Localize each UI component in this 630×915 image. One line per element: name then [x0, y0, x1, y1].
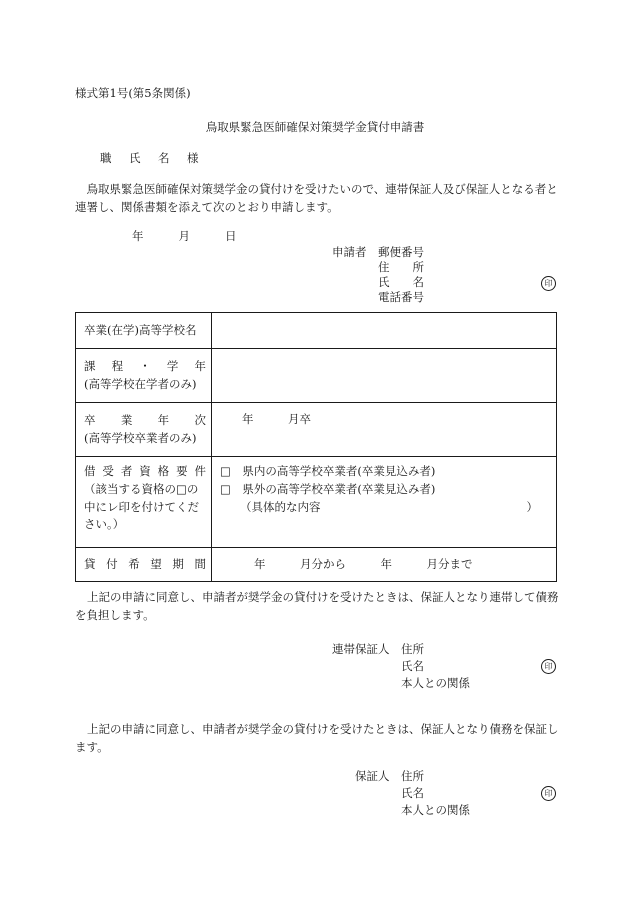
guarantor-label: 保証人	[355, 769, 390, 783]
school-value[interactable]	[212, 313, 557, 349]
guarantor-seal-icon: 印	[541, 786, 556, 801]
checkbox-out-prefecture[interactable]: □ 県外の高等学校卒業者(卒業見込み者)	[220, 481, 436, 496]
joint-guarantor-label: 連帯保証人	[332, 642, 390, 656]
qualification-label: 借受者資格要件 （該当する資格の□の中にレ印を付けてください。）	[76, 457, 212, 548]
addressee: 職 氏 名 様	[100, 151, 202, 165]
table-row-course	[76, 349, 557, 403]
table-row-school	[76, 313, 557, 349]
course-value[interactable]	[212, 349, 557, 403]
graduation-value[interactable]: 年 月卒	[212, 403, 557, 457]
applicant-phone-label: 電話番号	[378, 290, 424, 304]
guarantor-relation-label: 本人との関係	[401, 803, 470, 817]
form-number: 様式第1号(第5条関係)	[75, 86, 191, 100]
applicant-label: 申請者	[332, 245, 367, 259]
table-row-qualification	[76, 457, 557, 548]
guarantor-statement: 上記の申請に同意し、申請者が奨学金の貸付けを受けたときは、保証人となり債務を保証します。	[75, 722, 559, 754]
period-label: 貸付希望期間	[76, 548, 212, 582]
joint-guarantor-address-label: 住所	[401, 642, 424, 656]
applicant-postal-code-label: 郵便番号	[378, 245, 424, 259]
table-row-graduation	[76, 403, 557, 457]
period-value[interactable]: 年 月分から 年 月分まで	[212, 548, 557, 582]
joint-guarantor-relation-label: 本人との関係	[401, 676, 470, 690]
guarantor-address-label: 住所	[401, 769, 424, 783]
application-date: 年 月 日	[132, 229, 241, 243]
joint-guarantor-seal-icon: 印	[541, 659, 556, 674]
school-label: 卒業(在学)高等学校名	[76, 313, 212, 349]
graduation-label: 卒 業 年 次 (高等学校卒業者のみ)	[76, 403, 212, 457]
application-table	[75, 312, 557, 582]
document-title: 鳥取県緊急医師確保対策奨学金貸付申請書	[205, 120, 425, 134]
qualification-detail[interactable]: （具体的な内容 ）	[240, 499, 538, 514]
intro-paragraph: 鳥取県緊急医師確保対策奨学金の貸付けを受けたいので、連帯保証人及び保証人となる者と連署し、関係書類を添えて次のとおり申請します。	[75, 182, 558, 214]
applicant-address-label: 住 所	[378, 260, 424, 274]
table-row-period	[76, 548, 557, 582]
applicant-seal-icon: 印	[541, 276, 556, 291]
course-label: 課 程 ・ 学 年 (高等学校在学者のみ)	[76, 349, 212, 403]
joint-guarantor-name-label: 氏名	[401, 659, 424, 673]
checkbox-in-prefecture[interactable]: □ 県内の高等学校卒業者(卒業見込み者)	[220, 464, 436, 478]
joint-guarantor-statement: 上記の申請に同意し、申請者が奨学金の貸付けを受けたときは、保証人となり連帯して債務を負担します。	[75, 590, 559, 622]
qualification-options	[212, 457, 557, 548]
applicant-name-label: 氏 名	[378, 275, 424, 289]
guarantor-name-label: 氏名	[401, 786, 424, 800]
